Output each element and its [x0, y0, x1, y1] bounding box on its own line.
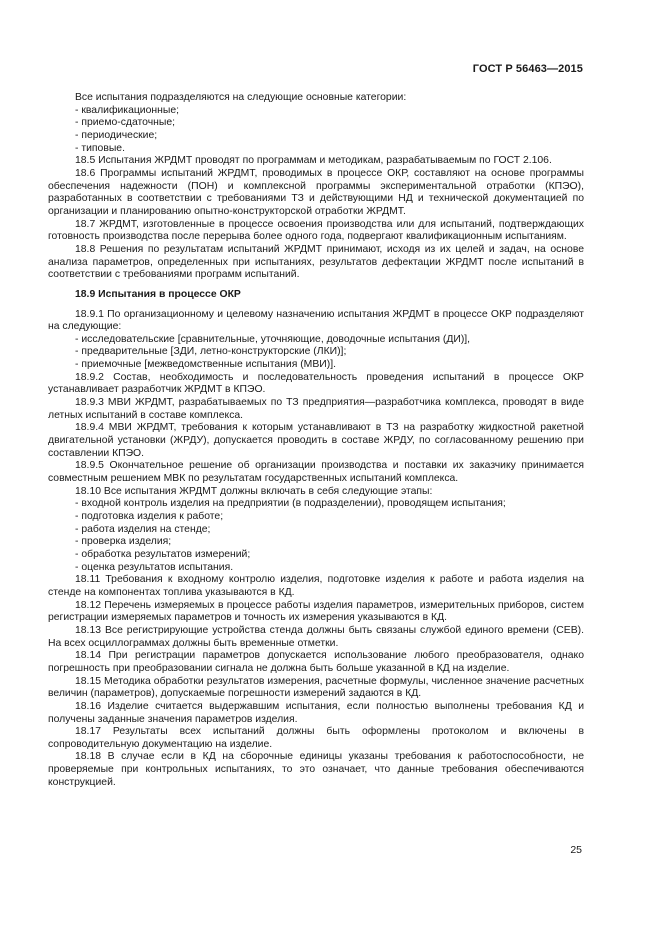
paragraph: 18.9.3 МВИ ЖРДМТ, разрабатываемых по ТЗ предприятия—разработчика комплекса, проводят в виде летных испытаний в составе комплекса. [48, 397, 584, 421]
list-item: - предварительные [ЗДИ, летно-конструкторские (ЛКИ)]; [75, 346, 347, 358]
paragraph: 18.9.1 По организационному и целевому назначению испытания ЖРДМТ в процессе ОКР подразделяют на следующие: [48, 308, 584, 333]
list-item: - приемо-сдаточные; [75, 117, 176, 129]
section-heading: 18.9 Испытания в процессе ОКР [75, 288, 241, 300]
list-item: - квалификационные; [75, 104, 179, 116]
paragraph: 18.9.2 Состав, необходимость и последовательность проведения испытаний в процессе ОКР устанавливает разработчик ЖРДМТ в КПЭО. [48, 371, 584, 396]
page-number: 25 [570, 844, 582, 856]
paragraph: Все испытания подразделяются на следующие основные категории: [75, 92, 407, 103]
document-body [48, 92, 584, 789]
paragraph: 18.12 Перечень измеряемых в процессе работы изделия параметров, измерительных приборов, систем регистрации измеряемых параметров и точность их измерения указываются в КД. [48, 599, 584, 624]
paragraph: 18.14 При регистрации параметров допускается использование любого преобразователя, однако погрешность при преобразовании сигнала не должна быть больше указанной в КД на изделие. [48, 650, 584, 674]
paragraph: 18.5 Испытания ЖРДМТ проводят по программам и методикам, разрабатываемым по ГОСТ 2.106. [75, 155, 552, 167]
list-item: - входной контроль изделия на предприятии (в подразделении), проводящем испытания; [75, 498, 506, 510]
paragraph: 18.7 ЖРДМТ, изготовленные в процессе освоения производства или для испытаний, подтверждающих готовность производства после перерыва более одного года, подвергают квалификационным испытаниям. [48, 218, 584, 243]
paragraph: 18.9.5 Окончательное решение об организации производства и поставки их заказчику принимается совместным решением МВК по результатам государственных испытаний комплекса. [48, 460, 584, 485]
paragraph: 18.16 Изделие считается выдержавшим испытания, если полностью выполнены требования КД и получены заданные значения параметров изделия. [48, 700, 584, 725]
list-item: - исследовательские [сравнительные, уточняющие, доводочные испытания (ДИ)], [75, 333, 471, 345]
list-item: - обработка результатов измерений; [75, 548, 251, 560]
document-standard-id: ГОСТ Р 56463—2015 [472, 63, 583, 75]
paragraph: 18.8 Решения по результатам испытаний ЖРДМТ принимают, исходя из их целей и задач, на основе анализа параметров, определенных при испытаниях, результатов дефектации ЖРДМТ после испытаний в соответствии с требованиями программ испытаний. [48, 243, 584, 281]
list-item: - подготовка изделия к работе; [75, 511, 224, 522]
paragraph: 18.10 Все испытания ЖРДМТ должны включать в себя следующие этапы: [75, 485, 433, 497]
list-item: - типовые. [75, 142, 125, 154]
paragraph-group-general [48, 92, 584, 282]
paragraph: 18.9.4 МВИ ЖРДМТ, требования к которым устанавливают в ТЗ на разработку жидкостной ракетной двигательной установки (ЖРДУ), допускается проводить в составе ЖРДУ, по согласованному решению при составлении КПЭО. [48, 422, 584, 459]
list-item: - проверка изделия; [75, 536, 172, 548]
list-item: - работа изделия на стенде; [75, 523, 211, 535]
paragraph: 18.17 Результаты всех испытаний должны быть оформлены протоколом и включены в сопроводительную документацию на изделие. [48, 726, 584, 750]
paragraph: 18.18 В случае если в КД на сборочные единицы указаны требования к работоспособности, не проверяемые при контрольных испытаниях, то это означает, что данные требования обеспечиваются конструкцией. [48, 751, 584, 788]
list-item: - приемочные [межведомственные испытания (МВИ)]. [75, 359, 336, 371]
paragraph-group-okr [48, 309, 584, 790]
paragraph: 18.11 Требования к входному контролю изделия, подготовке изделия к работе и работа изделия на стенде на компонентах топлива указываются в КД. [48, 574, 584, 598]
paragraph: 18.15 Методика обработки результатов измерения, расчетные формулы, численное значение расчетных величин (параметров), допускаемые погрешности измерений задаются в КД. [48, 675, 584, 700]
paragraph: 18.6 Программы испытаний ЖРДМТ, проводимых в процессе ОКР, составляют на основе программы обеспечения надежности (ПОН) и комплексной программы экспериментальной отработки (КПЭО), разработанных в соответствии с требованиями ТЗ и действующими НД и технической документацией по организации и планированию опытно-конструкторской отработки ЖРДМТ. [48, 167, 584, 217]
paragraph: 18.13 Все регистрирующие устройства стенда должны быть связаны службой единого времени (СЕВ). На всех осциллограммах должны быть временные отметки. [48, 624, 584, 649]
list-item: - периодические; [75, 129, 158, 141]
list-item: - оценка результатов испытания. [75, 561, 234, 573]
